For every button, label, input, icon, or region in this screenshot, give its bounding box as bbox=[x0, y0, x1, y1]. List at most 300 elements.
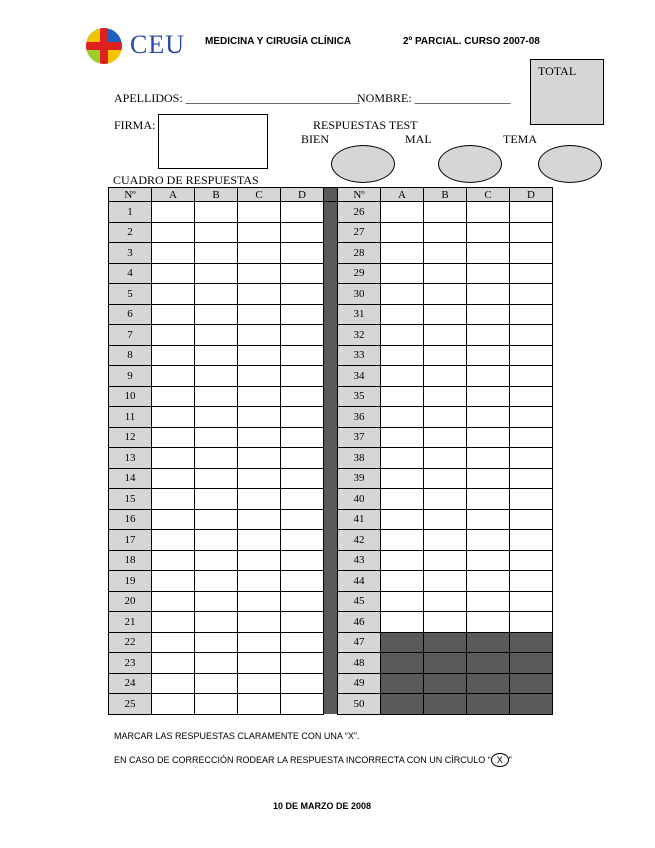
disabled-cell bbox=[467, 632, 510, 653]
disabled-cell bbox=[510, 673, 553, 694]
answer-cell-d[interactable] bbox=[281, 673, 324, 694]
answer-cell-c[interactable] bbox=[238, 632, 281, 653]
answer-cell-c[interactable] bbox=[238, 468, 281, 489]
answer-cell-d[interactable] bbox=[281, 489, 324, 510]
disabled-cell bbox=[381, 694, 424, 715]
table-row bbox=[109, 366, 553, 387]
answer-cell-b[interactable] bbox=[195, 591, 238, 612]
answer-cell-b[interactable] bbox=[424, 407, 467, 428]
answer-cell-c[interactable] bbox=[238, 202, 281, 223]
answer-cell-c[interactable] bbox=[238, 284, 281, 305]
answer-cell-a[interactable] bbox=[381, 612, 424, 633]
answer-cell-d[interactable] bbox=[510, 509, 553, 530]
answer-cell-a[interactable] bbox=[381, 407, 424, 428]
separator bbox=[324, 448, 338, 469]
answer-cell-d[interactable] bbox=[281, 345, 324, 366]
answer-cell-a[interactable] bbox=[381, 550, 424, 571]
question-number: 28 bbox=[338, 243, 381, 264]
question-number: 32 bbox=[338, 325, 381, 346]
answer-cell-c[interactable] bbox=[238, 550, 281, 571]
answer-cell-b[interactable] bbox=[424, 509, 467, 530]
answer-cell-c[interactable] bbox=[467, 202, 510, 223]
header-d-right: D bbox=[510, 188, 553, 202]
separator bbox=[324, 263, 338, 284]
question-number: 35 bbox=[338, 386, 381, 407]
answer-cell-d[interactable] bbox=[281, 304, 324, 325]
answer-cell-a[interactable] bbox=[152, 366, 195, 387]
answer-cell-d[interactable] bbox=[281, 509, 324, 530]
question-number: 11 bbox=[109, 407, 152, 428]
separator bbox=[324, 550, 338, 571]
question-number: 41 bbox=[338, 509, 381, 530]
header-num-left: Nº bbox=[109, 188, 152, 202]
answer-cell-b[interactable] bbox=[424, 243, 467, 264]
answer-cell-b[interactable] bbox=[195, 304, 238, 325]
answer-cell-c[interactable] bbox=[467, 550, 510, 571]
question-number: 26 bbox=[338, 202, 381, 223]
answer-cell-c[interactable] bbox=[238, 366, 281, 387]
disabled-cell bbox=[510, 653, 553, 674]
table-row bbox=[109, 653, 553, 674]
disabled-cell bbox=[381, 673, 424, 694]
answer-cell-d[interactable] bbox=[510, 345, 553, 366]
answer-cell-c[interactable] bbox=[238, 489, 281, 510]
header-d-left: D bbox=[281, 188, 324, 202]
answer-cell-b[interactable] bbox=[195, 366, 238, 387]
answer-cell-d[interactable] bbox=[281, 243, 324, 264]
total-box[interactable] bbox=[530, 59, 604, 125]
table-row bbox=[109, 571, 553, 592]
instruction-line2-text: EN CASO DE CORRECCIÓN RODEAR LA RESPUESTA INCORRECTA CON UN CÍRCULO “ bbox=[114, 755, 491, 765]
table-row bbox=[109, 263, 553, 284]
answer-cell-c[interactable] bbox=[467, 612, 510, 633]
answer-cell-b[interactable] bbox=[195, 427, 238, 448]
separator bbox=[324, 509, 338, 530]
answer-cell-a[interactable] bbox=[381, 591, 424, 612]
question-number: 14 bbox=[109, 468, 152, 489]
answer-cell-d[interactable] bbox=[510, 222, 553, 243]
table-row bbox=[109, 694, 553, 715]
answer-cell-b[interactable] bbox=[424, 345, 467, 366]
answer-cell-a[interactable] bbox=[152, 673, 195, 694]
answer-cell-a[interactable] bbox=[152, 386, 195, 407]
answer-cell-b[interactable] bbox=[195, 694, 238, 715]
answer-cell-d[interactable] bbox=[281, 366, 324, 387]
header-b-right: B bbox=[424, 188, 467, 202]
answer-cell-d[interactable] bbox=[510, 366, 553, 387]
answer-cell-d[interactable] bbox=[510, 468, 553, 489]
question-number: 31 bbox=[338, 304, 381, 325]
answer-cell-a[interactable] bbox=[381, 325, 424, 346]
answer-cell-a[interactable] bbox=[381, 345, 424, 366]
answer-cell-b[interactable] bbox=[195, 468, 238, 489]
answer-cell-a[interactable] bbox=[381, 448, 424, 469]
answer-cell-b[interactable] bbox=[195, 612, 238, 633]
answer-cell-d[interactable] bbox=[281, 325, 324, 346]
answer-cell-b[interactable] bbox=[195, 202, 238, 223]
answer-cell-d[interactable] bbox=[510, 489, 553, 510]
answer-cell-d[interactable] bbox=[510, 530, 553, 551]
answer-cell-b[interactable] bbox=[195, 673, 238, 694]
answer-cell-a[interactable] bbox=[381, 243, 424, 264]
table-row bbox=[109, 325, 553, 346]
answer-cell-c[interactable] bbox=[467, 284, 510, 305]
answer-cell-d[interactable] bbox=[281, 222, 324, 243]
separator bbox=[324, 284, 338, 305]
answer-cell-d[interactable] bbox=[281, 694, 324, 715]
header-c-right: C bbox=[467, 188, 510, 202]
answer-cell-c[interactable] bbox=[238, 325, 281, 346]
answer-cell-a[interactable] bbox=[152, 243, 195, 264]
answer-cell-a[interactable] bbox=[152, 468, 195, 489]
answer-cell-a[interactable] bbox=[152, 591, 195, 612]
answer-cell-c[interactable] bbox=[238, 304, 281, 325]
answer-cell-c[interactable] bbox=[238, 591, 281, 612]
answer-cell-b[interactable] bbox=[424, 386, 467, 407]
answer-cell-b[interactable] bbox=[424, 448, 467, 469]
answer-cell-b[interactable] bbox=[424, 202, 467, 223]
answer-cell-d[interactable] bbox=[510, 304, 553, 325]
question-number: 17 bbox=[109, 530, 152, 551]
answer-cell-b[interactable] bbox=[195, 222, 238, 243]
answer-cell-b[interactable] bbox=[424, 591, 467, 612]
answer-cell-d[interactable] bbox=[281, 407, 324, 428]
tema-oval[interactable] bbox=[538, 145, 602, 183]
answer-cell-b[interactable] bbox=[195, 653, 238, 674]
answer-cell-a[interactable] bbox=[152, 427, 195, 448]
answer-cell-c[interactable] bbox=[467, 386, 510, 407]
question-number: 15 bbox=[109, 489, 152, 510]
question-number: 29 bbox=[338, 263, 381, 284]
answer-cell-a[interactable] bbox=[152, 407, 195, 428]
question-number: 24 bbox=[109, 673, 152, 694]
answer-cell-c[interactable] bbox=[467, 448, 510, 469]
answer-cell-d[interactable] bbox=[281, 386, 324, 407]
answer-cell-c[interactable] bbox=[238, 222, 281, 243]
answer-cell-b[interactable] bbox=[195, 632, 238, 653]
header-a-left: A bbox=[152, 188, 195, 202]
answer-cell-c[interactable] bbox=[467, 243, 510, 264]
answer-cell-c[interactable] bbox=[238, 345, 281, 366]
question-number: 2 bbox=[109, 222, 152, 243]
separator bbox=[324, 243, 338, 264]
answer-cell-b[interactable] bbox=[195, 263, 238, 284]
answer-cell-d[interactable] bbox=[510, 612, 553, 633]
apellidos-field[interactable]: APELLIDOS: _____________________________ bbox=[114, 91, 360, 105]
question-number: 3 bbox=[109, 243, 152, 264]
answer-cell-d[interactable] bbox=[281, 571, 324, 592]
answer-cell-c[interactable] bbox=[238, 386, 281, 407]
answer-cell-a[interactable] bbox=[152, 612, 195, 633]
answer-cell-d[interactable] bbox=[510, 427, 553, 448]
answer-cell-c[interactable] bbox=[467, 366, 510, 387]
question-number: 10 bbox=[109, 386, 152, 407]
answer-cell-d[interactable] bbox=[510, 571, 553, 592]
answer-cell-a[interactable] bbox=[152, 222, 195, 243]
separator bbox=[324, 694, 338, 715]
answer-cell-c[interactable] bbox=[238, 427, 281, 448]
separator bbox=[324, 427, 338, 448]
course-title: MEDICINA Y CIRUGÍA CLÍNICA bbox=[205, 36, 352, 47]
answer-cell-c[interactable] bbox=[238, 653, 281, 674]
separator bbox=[324, 222, 338, 243]
answer-cell-a[interactable] bbox=[381, 366, 424, 387]
question-number: 18 bbox=[109, 550, 152, 571]
logo-text: CEU bbox=[130, 30, 185, 59]
answer-cell-c[interactable] bbox=[238, 673, 281, 694]
disabled-cell bbox=[510, 632, 553, 653]
answer-cell-d[interactable] bbox=[281, 530, 324, 551]
answer-cell-a[interactable] bbox=[381, 304, 424, 325]
disabled-cell bbox=[467, 673, 510, 694]
table-row bbox=[109, 632, 553, 653]
answer-cell-a[interactable] bbox=[152, 571, 195, 592]
disabled-cell bbox=[467, 653, 510, 674]
header-c-left: C bbox=[238, 188, 281, 202]
answer-cell-c[interactable] bbox=[467, 591, 510, 612]
table-row bbox=[109, 386, 553, 407]
answer-cell-b[interactable] bbox=[195, 550, 238, 571]
answer-cell-b[interactable] bbox=[195, 571, 238, 592]
answer-cell-a[interactable] bbox=[152, 345, 195, 366]
separator bbox=[324, 571, 338, 592]
answer-cell-b[interactable] bbox=[424, 222, 467, 243]
disabled-cell bbox=[381, 632, 424, 653]
answer-cell-a[interactable] bbox=[152, 448, 195, 469]
answer-cell-b[interactable] bbox=[424, 530, 467, 551]
header-b-left: B bbox=[195, 188, 238, 202]
answer-cell-a[interactable] bbox=[381, 202, 424, 223]
instruction-line1: MARCAR LAS RESPUESTAS CLARAMENTE CON UNA “X”. bbox=[114, 731, 360, 741]
question-number: 46 bbox=[338, 612, 381, 633]
answer-cell-b[interactable] bbox=[195, 489, 238, 510]
table-row bbox=[109, 612, 553, 633]
answer-cell-b[interactable] bbox=[195, 325, 238, 346]
answer-cell-b[interactable] bbox=[424, 550, 467, 571]
answer-cell-d[interactable] bbox=[281, 591, 324, 612]
answer-cell-d[interactable] bbox=[281, 448, 324, 469]
bien-oval[interactable] bbox=[331, 145, 395, 183]
answer-cell-c[interactable] bbox=[238, 694, 281, 715]
answer-cell-a[interactable] bbox=[152, 325, 195, 346]
answer-cell-b[interactable] bbox=[195, 243, 238, 264]
answer-cell-b[interactable] bbox=[424, 325, 467, 346]
answer-cell-d[interactable] bbox=[510, 243, 553, 264]
answer-cell-c[interactable] bbox=[467, 468, 510, 489]
disabled-cell bbox=[510, 694, 553, 715]
answer-cell-b[interactable] bbox=[195, 448, 238, 469]
table-row bbox=[109, 427, 553, 448]
disabled-cell bbox=[381, 653, 424, 674]
answer-cell-c[interactable] bbox=[467, 571, 510, 592]
answer-cell-a[interactable] bbox=[152, 550, 195, 571]
instruction-line2-end: ” bbox=[508, 755, 512, 765]
separator bbox=[324, 325, 338, 346]
answer-cell-b[interactable] bbox=[424, 612, 467, 633]
answer-cell-b[interactable] bbox=[424, 489, 467, 510]
answer-cell-a[interactable] bbox=[381, 468, 424, 489]
answer-cell-c[interactable] bbox=[238, 243, 281, 264]
question-number: 19 bbox=[109, 571, 152, 592]
answer-cell-c[interactable] bbox=[238, 448, 281, 469]
separator bbox=[324, 653, 338, 674]
question-number: 20 bbox=[109, 591, 152, 612]
answer-cell-b[interactable] bbox=[424, 571, 467, 592]
nombre-field[interactable]: NOMBRE: ________________ bbox=[357, 91, 511, 105]
answer-cell-d[interactable] bbox=[510, 407, 553, 428]
answer-cell-c[interactable] bbox=[238, 407, 281, 428]
answer-cell-c[interactable] bbox=[238, 263, 281, 284]
question-number: 5 bbox=[109, 284, 152, 305]
table-row bbox=[109, 304, 553, 325]
total-label: TOTAL bbox=[538, 64, 577, 78]
answer-cell-a[interactable] bbox=[381, 284, 424, 305]
answer-cell-b[interactable] bbox=[424, 468, 467, 489]
answer-cell-a[interactable] bbox=[381, 427, 424, 448]
answer-cell-b[interactable] bbox=[195, 407, 238, 428]
table-row bbox=[109, 591, 553, 612]
question-number: 7 bbox=[109, 325, 152, 346]
question-number: 1 bbox=[109, 202, 152, 223]
question-number: 50 bbox=[338, 694, 381, 715]
answer-cell-d[interactable] bbox=[510, 263, 553, 284]
answer-cell-a[interactable] bbox=[381, 530, 424, 551]
mal-label: MAL bbox=[405, 132, 432, 146]
circled-x-icon: X bbox=[491, 753, 509, 767]
answer-cell-d[interactable] bbox=[510, 386, 553, 407]
disabled-cell bbox=[424, 694, 467, 715]
question-number: 36 bbox=[338, 407, 381, 428]
question-number: 27 bbox=[338, 222, 381, 243]
separator bbox=[324, 673, 338, 694]
answer-cell-d[interactable] bbox=[510, 284, 553, 305]
table-row bbox=[109, 530, 553, 551]
disabled-cell bbox=[467, 694, 510, 715]
separator bbox=[324, 632, 338, 653]
answer-cell-c[interactable] bbox=[467, 325, 510, 346]
table-row bbox=[109, 550, 553, 571]
mal-oval[interactable] bbox=[438, 145, 502, 183]
answer-cell-b[interactable] bbox=[424, 304, 467, 325]
answer-cell-b[interactable] bbox=[195, 284, 238, 305]
answer-cell-a[interactable] bbox=[152, 202, 195, 223]
answer-cell-d[interactable] bbox=[510, 202, 553, 223]
answer-cell-c[interactable] bbox=[467, 304, 510, 325]
instruction-line2 bbox=[114, 753, 512, 767]
question-number: 49 bbox=[338, 673, 381, 694]
answer-cell-d[interactable] bbox=[281, 284, 324, 305]
answer-cell-d[interactable] bbox=[510, 448, 553, 469]
answer-cell-d[interactable] bbox=[510, 591, 553, 612]
answer-cell-a[interactable] bbox=[152, 632, 195, 653]
answer-cell-d[interactable] bbox=[281, 468, 324, 489]
separator bbox=[324, 202, 338, 223]
question-number: 6 bbox=[109, 304, 152, 325]
answer-cell-b[interactable] bbox=[195, 530, 238, 551]
answer-cell-c[interactable] bbox=[238, 509, 281, 530]
table-row bbox=[109, 345, 553, 366]
answer-cell-a[interactable] bbox=[152, 694, 195, 715]
firma-label: FIRMA: bbox=[114, 118, 156, 132]
question-number: 13 bbox=[109, 448, 152, 469]
question-number: 25 bbox=[109, 694, 152, 715]
header-row bbox=[109, 188, 553, 202]
exam-date: 10 DE MARZO DE 2008 bbox=[273, 801, 372, 811]
answer-cell-a[interactable] bbox=[152, 530, 195, 551]
answer-cell-c[interactable] bbox=[467, 530, 510, 551]
question-number: 22 bbox=[109, 632, 152, 653]
answer-cell-a[interactable] bbox=[152, 489, 195, 510]
table-row bbox=[109, 243, 553, 264]
table-row bbox=[109, 284, 553, 305]
answer-cell-b[interactable] bbox=[424, 366, 467, 387]
tema-label: TEMA bbox=[503, 132, 537, 146]
answer-cell-d[interactable] bbox=[281, 202, 324, 223]
firma-box[interactable] bbox=[158, 114, 268, 169]
answer-cell-c[interactable] bbox=[238, 612, 281, 633]
answer-cell-a[interactable] bbox=[381, 571, 424, 592]
answer-cell-c[interactable] bbox=[467, 407, 510, 428]
question-number: 45 bbox=[338, 591, 381, 612]
disabled-cell bbox=[424, 673, 467, 694]
disabled-cell bbox=[424, 653, 467, 674]
answer-cell-a[interactable] bbox=[381, 263, 424, 284]
answer-cell-d[interactable] bbox=[281, 550, 324, 571]
answer-cell-c[interactable] bbox=[467, 345, 510, 366]
answer-cell-d[interactable] bbox=[281, 632, 324, 653]
cuadro-title: CUADRO DE RESPUESTAS bbox=[113, 173, 259, 187]
answer-cell-c[interactable] bbox=[238, 530, 281, 551]
answer-cell-c[interactable] bbox=[467, 489, 510, 510]
answer-cell-d[interactable] bbox=[281, 427, 324, 448]
answer-cell-a[interactable] bbox=[381, 386, 424, 407]
table-row bbox=[109, 222, 553, 243]
answer-cell-b[interactable] bbox=[195, 345, 238, 366]
answer-cell-b[interactable] bbox=[424, 427, 467, 448]
answer-cell-d[interactable] bbox=[281, 612, 324, 633]
answer-cell-a[interactable] bbox=[381, 222, 424, 243]
answer-cell-b[interactable] bbox=[195, 509, 238, 530]
answer-cell-a[interactable] bbox=[152, 263, 195, 284]
separator bbox=[324, 468, 338, 489]
answer-cell-d[interactable] bbox=[510, 325, 553, 346]
separator bbox=[324, 591, 338, 612]
separator bbox=[324, 345, 338, 366]
answer-cell-b[interactable] bbox=[424, 284, 467, 305]
question-number: 38 bbox=[338, 448, 381, 469]
question-number: 42 bbox=[338, 530, 381, 551]
answer-cell-b[interactable] bbox=[424, 263, 467, 284]
header-a-right: A bbox=[381, 188, 424, 202]
answer-cell-c[interactable] bbox=[467, 263, 510, 284]
answer-cell-b[interactable] bbox=[195, 386, 238, 407]
answer-cell-a[interactable] bbox=[152, 284, 195, 305]
answer-cell-c[interactable] bbox=[467, 509, 510, 530]
answer-cell-a[interactable] bbox=[381, 509, 424, 530]
respuestas-test-label: RESPUESTAS TEST bbox=[313, 118, 418, 132]
question-number: 40 bbox=[338, 489, 381, 510]
answer-cell-c[interactable] bbox=[467, 427, 510, 448]
answer-cell-c[interactable] bbox=[238, 571, 281, 592]
answer-cell-a[interactable] bbox=[381, 489, 424, 510]
answer-cell-a[interactable] bbox=[152, 304, 195, 325]
answer-cell-a[interactable] bbox=[152, 509, 195, 530]
answer-cell-a[interactable] bbox=[152, 653, 195, 674]
answer-cell-d[interactable] bbox=[281, 263, 324, 284]
answer-cell-d[interactable] bbox=[281, 653, 324, 674]
answer-cell-d[interactable] bbox=[510, 550, 553, 571]
answer-cell-c[interactable] bbox=[467, 222, 510, 243]
